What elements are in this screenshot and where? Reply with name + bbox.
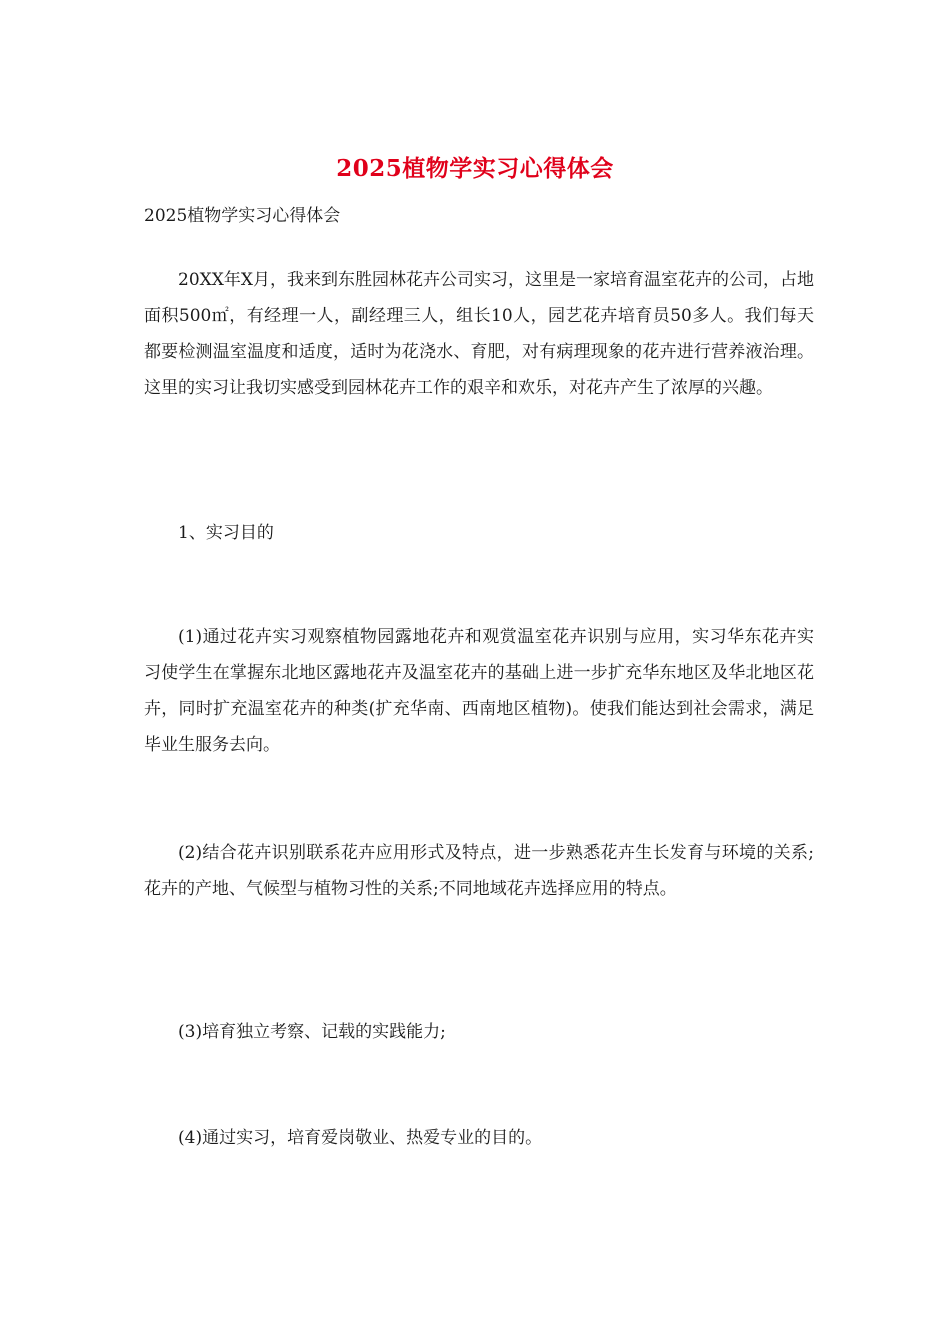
list-item: (3)培育独立考察、记载的实践能力; xyxy=(178,1022,446,1042)
document-title: 2025植物学实习心得体会 xyxy=(336,155,614,182)
list-item: (2)结合花卉识别联系花卉应用形式及特点，进一步熟悉花卉生长发育与环境的关系;花卉的产地、气候型与植物习性的关系;不同地域花卉选择应用的特点。 xyxy=(144,843,814,899)
section-heading: 1、实习目的 xyxy=(178,523,274,543)
document-subtitle: 2025植物学实习心得体会 xyxy=(144,206,341,226)
list-item: (4)通过实习，培育爱岗敬业、热爱专业的目的。 xyxy=(178,1128,543,1148)
intro-paragraph: 20XX年X月，我来到东胜园林花卉公司实习，这里是一家培育温室花卉的公司，占地面积500㎡，有经理一人，副经理三人，组长10人，园艺花卉培育员50多人。我们每天都要检测温室温度和适度，适时为花浇水、育肥，对有病理现象的花卉进行营养液治理。这里的实习让我切实感受到园林花卉工作的艰辛和欢乐，对花卉产生了浓厚的兴趣。 xyxy=(144,270,814,398)
list-item: (1)通过花卉实习观察植物园露地花卉和观赏温室花卉识别与应用，实习华东花卉实习使学生在掌握东北地区露地花卉及温室花卉的基础上进一步扩充华东地区及华北地区花卉，同时扩充温室花卉的种类(扩充华南、西南地区植物)。使我们能达到社会需求，满足毕业生服务去向。 xyxy=(144,627,814,755)
